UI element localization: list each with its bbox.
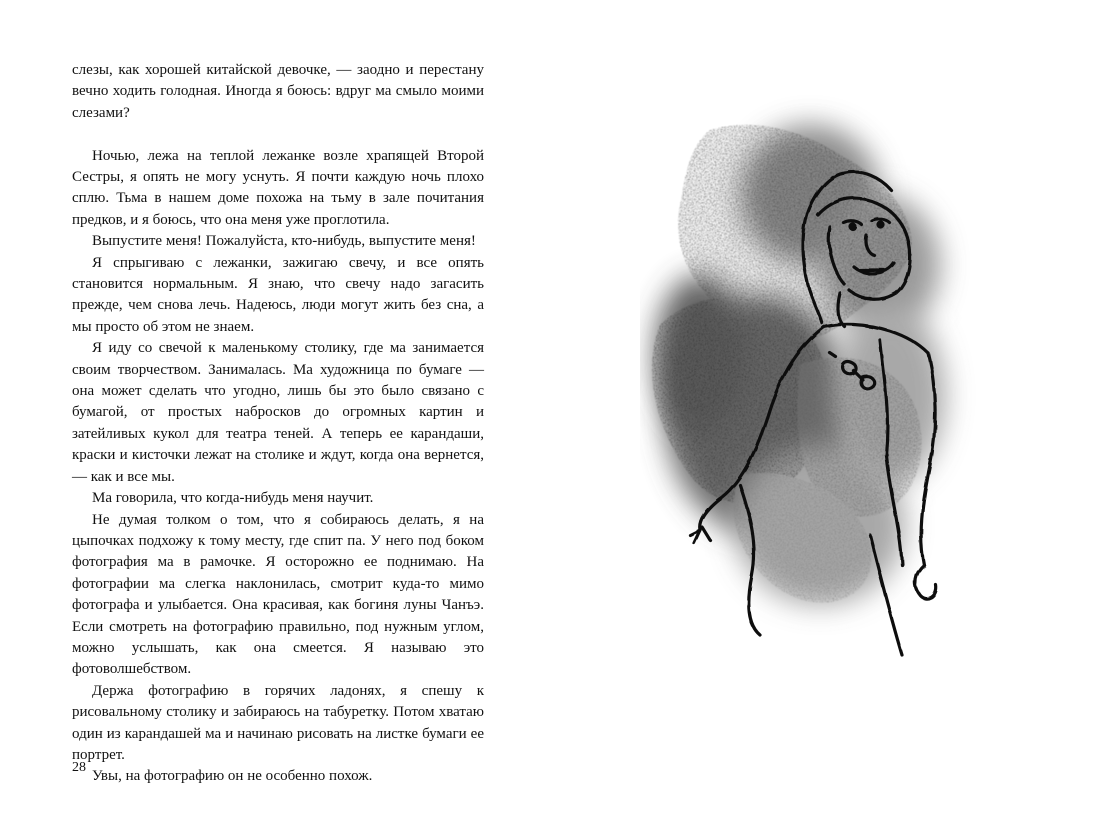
paragraph: Выпустите меня! Пожалуйста, кто-нибудь, выпустите меня!	[92, 233, 476, 250]
body-text	[72, 60, 484, 788]
right-page	[550, 0, 1100, 825]
paragraph: Увы, на фотографию он не особенно похож.	[92, 768, 373, 785]
paragraph: Не думая толком о том, что я собираюсь делать, я на цыпочках подхожу к тому месту, где спит па. У него под боком фотография ма в рамочке. Я осторожно ее поднимаю. На фотографии ма слегка наклонилась, смотрит куда-то мимо фотографа и улыбается. Она красивая, как богиня луны Чанъэ. Если смотреть на фотографию правильно, под нужным углом, можно услышать, как она смеется. Я называю это фотоволшебством.	[72, 511, 484, 678]
paragraph: Я иду со свечой к маленькому столику, где ма занимается своим творчеством. Занималась. Ма художница по бумаге — она может сделать что угодно, лишь бы это было связано с бумагой, от простых набросков до огромных картин и затейливых кукол для театра теней. А теперь ее карандаши, краски и кисточки лежат на столике и ждут, когда она вернется, — как и все мы.	[72, 340, 484, 485]
paragraph: Ма говорила, что когда-нибудь меня научит.	[92, 490, 374, 507]
page-number: 28	[72, 760, 86, 775]
paragraph: Я спрыгиваю с лежанки, зажигаю свечу, и все опять становится нормальным. Я знаю, что свечу надо загасить прежде, чем снова лечь. Надеюсь, люди могут жить без сна, а мы просто об этом не знаем.	[72, 254, 484, 335]
pencil-portrait-illustration	[640, 95, 1000, 685]
paragraph: слезы, как хорошей китайской девочке, — заодно и перестану вечно ходить голодная. Иногда я боюсь: вдруг ма смыло моими слезами?	[72, 62, 484, 121]
paragraph: Держа фотографию в горячих ладонях, я спешу к рисовальному столику и забираюсь на табуретку. Потом хватаю один из карандашей ма и начинаю рисовать на листке бумаги ее портрет.	[72, 682, 484, 763]
paragraph: Ночью, лежа на теплой лежанке возле храпящей Второй Сестры, я опять не могу уснуть. Я почти каждую ночь плохо сплю. Тьма в нашем доме похожа на тьму в зале почитания предков, и я боюсь, что она меня уже проглотила.	[72, 147, 484, 228]
